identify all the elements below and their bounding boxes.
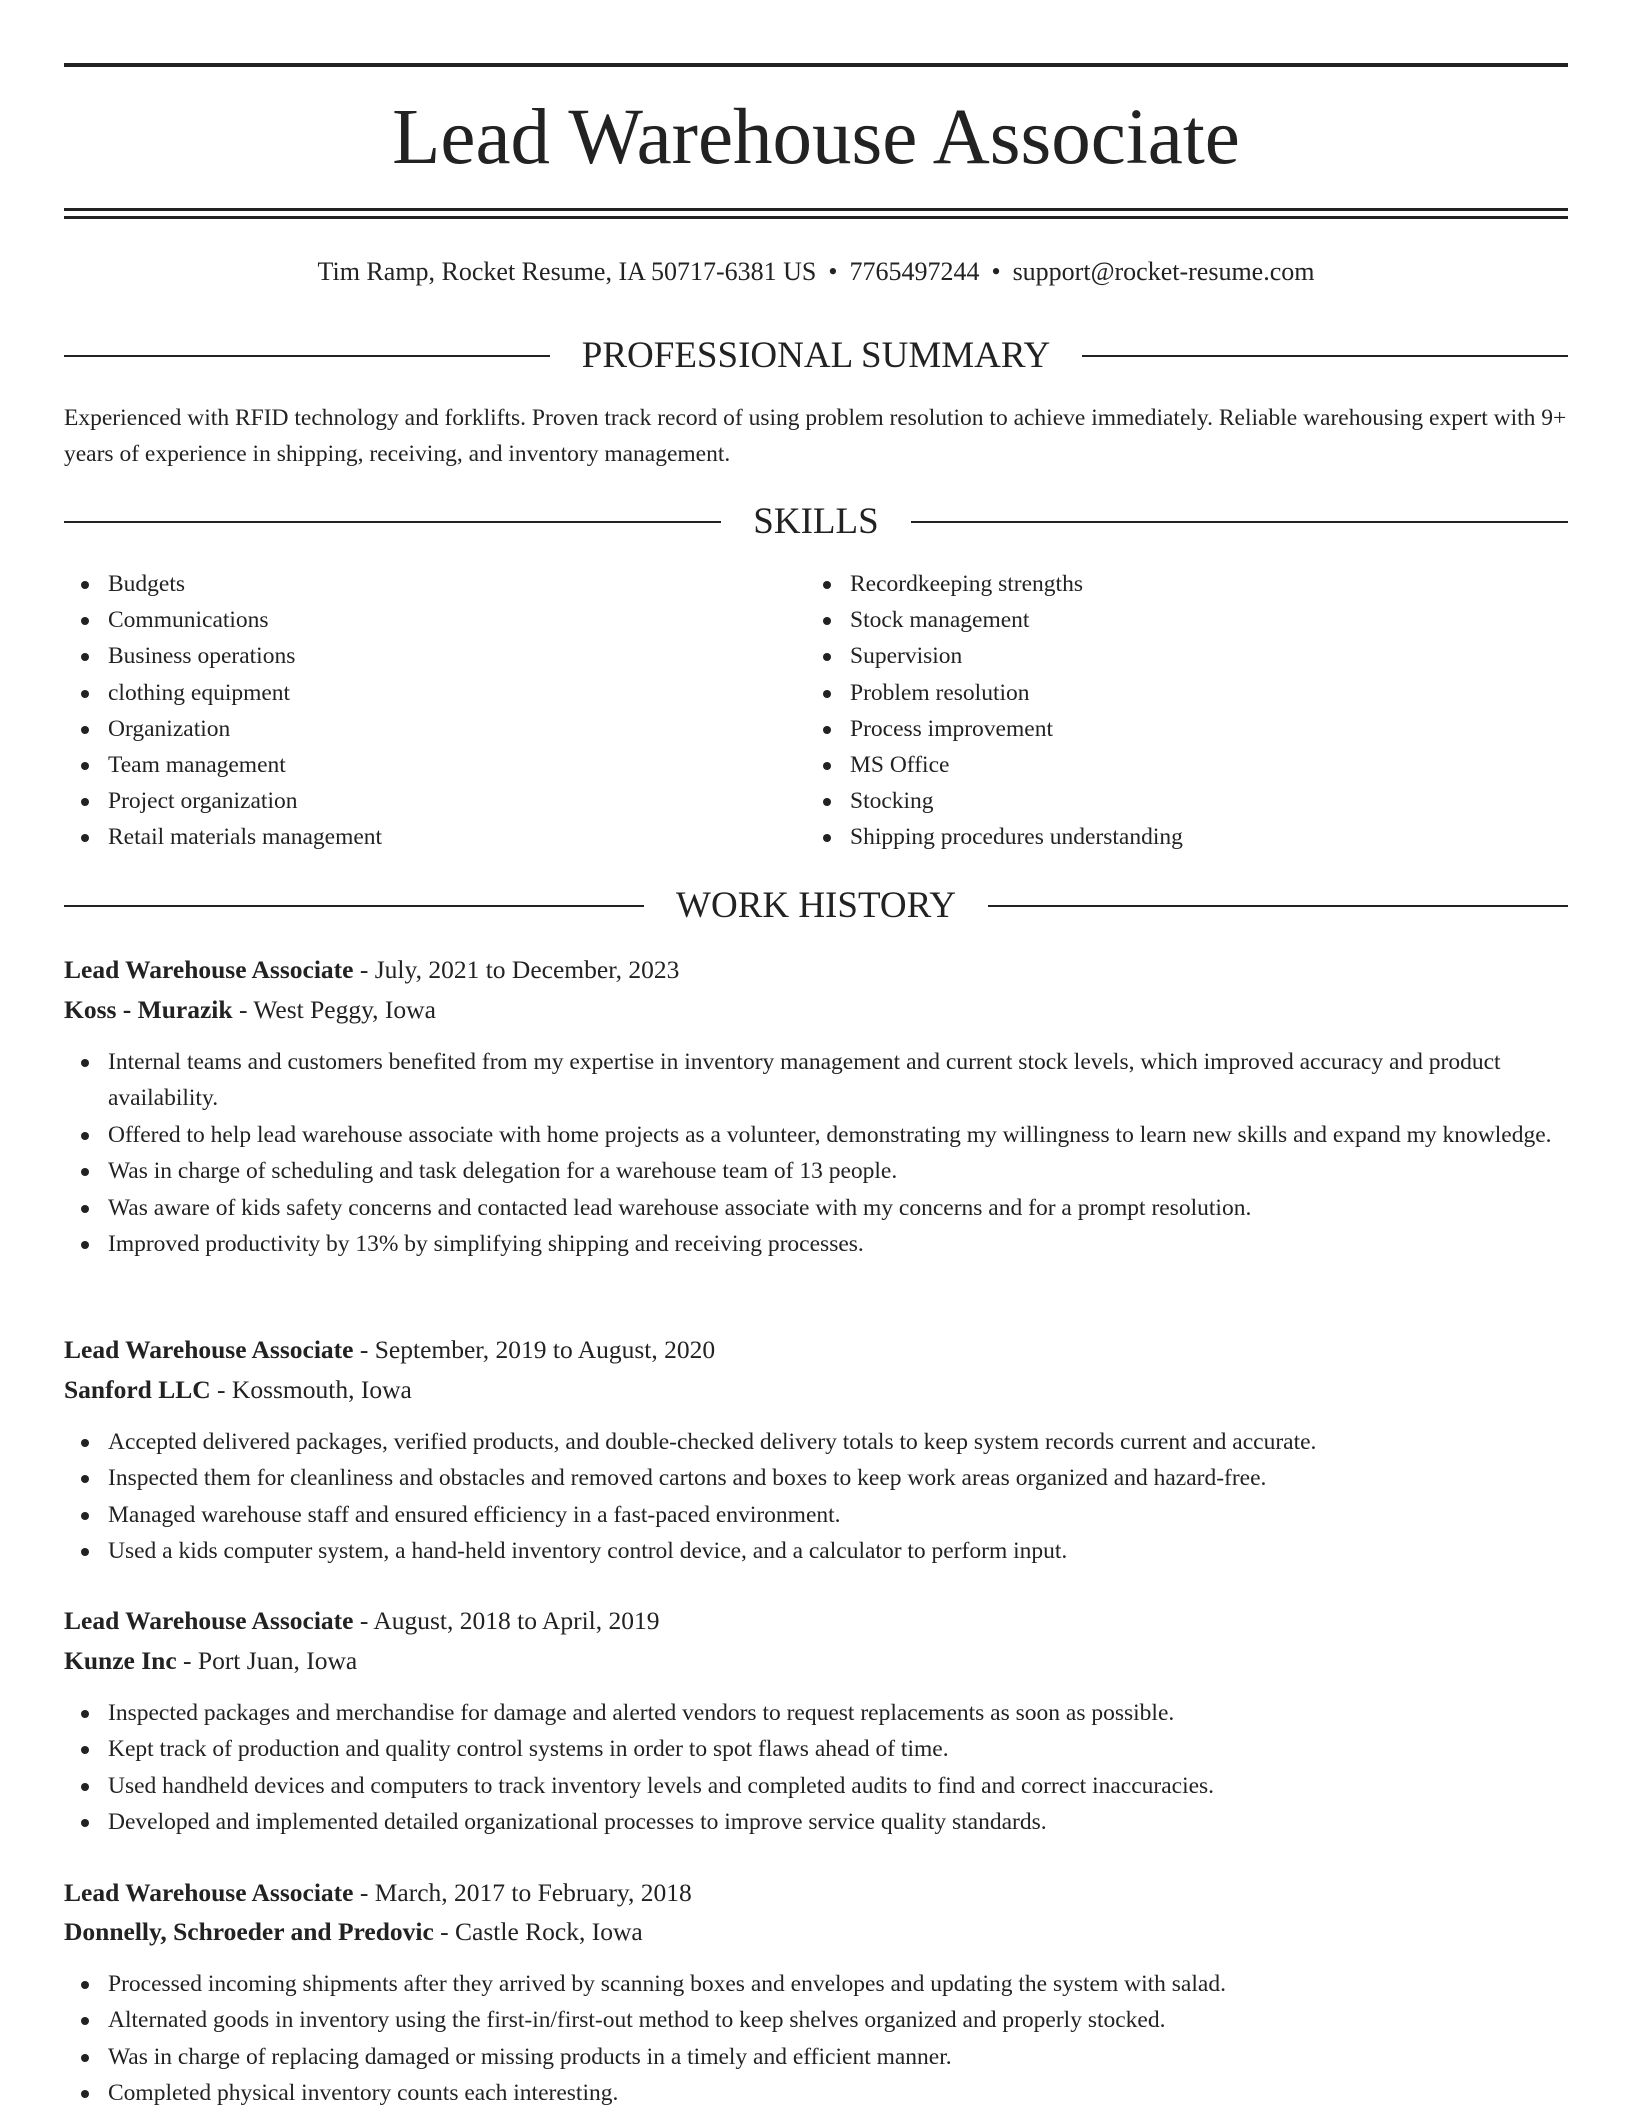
skill-item: Stocking xyxy=(806,783,1566,819)
skill-item: Organization xyxy=(64,711,764,747)
skill-item: Business operations xyxy=(64,638,764,674)
job-bullet: Alternated goods in inventory using the first-in/first-out method to keep shelves organized and properly stocked. xyxy=(64,2002,1568,2038)
job-title-line xyxy=(64,952,1568,988)
skill-item: Process improvement xyxy=(806,711,1566,747)
contact-address: Tim Ramp, Rocket Resume, IA 50717-6381 US xyxy=(317,257,817,286)
job-title: Lead Warehouse Associate xyxy=(64,1335,354,1364)
job-bullet: Internal teams and customers benefited from my expertise in inventory management and current stock levels, which improved accuracy and product availability. xyxy=(64,1044,1568,1117)
skill-item: Shipping procedures understanding xyxy=(806,819,1566,855)
heading-rule-left xyxy=(64,355,550,357)
job-title-line xyxy=(64,1875,1568,1911)
job-bullet: Offered to help lead warehouse associate with home projects as a volunteer, demonstrating my willingness to learn new skills and expand my knowledge. xyxy=(64,1117,1568,1153)
job-bullets xyxy=(64,1695,1568,1841)
skill-item: MS Office xyxy=(806,747,1566,783)
contact-separator: • xyxy=(828,257,838,286)
job-company-line xyxy=(64,992,1568,1028)
summary-heading-label: PROFESSIONAL SUMMARY xyxy=(581,335,1051,376)
job-bullet: Accepted delivered packages, verified products, and double-checked delivery totals to keep system records current and accurate. xyxy=(64,1424,1568,1460)
job-bullet: Inspected them for cleanliness and obstacles and removed cartons and boxes to keep work areas organized and hazard-free. xyxy=(64,1460,1568,1496)
job-dates: - July, 2021 to December, 2023 xyxy=(353,955,680,984)
skill-item: Project organization xyxy=(64,783,764,819)
job-location: - Port Juan, Iowa xyxy=(176,1646,358,1675)
job-location: - Castle Rock, Iowa xyxy=(433,1917,643,1946)
work-history-heading-label: WORK HISTORY xyxy=(676,885,956,926)
heading-rule-left xyxy=(64,905,644,907)
skills-list-left xyxy=(64,566,764,856)
job-company: Kunze Inc xyxy=(64,1646,177,1675)
contact-line xyxy=(0,255,1632,289)
job-location: - West Peggy, Iowa xyxy=(232,995,436,1024)
job-title: Lead Warehouse Associate xyxy=(64,955,354,984)
skill-item: Problem resolution xyxy=(806,675,1566,711)
skill-item: Retail materials management xyxy=(64,819,764,855)
job-location: - Kossmouth, Iowa xyxy=(210,1375,412,1404)
contact-email[interactable]: support@rocket-resume.com xyxy=(1012,257,1315,286)
skill-item: Budgets xyxy=(64,566,764,602)
work-history-heading xyxy=(64,886,1568,926)
skill-item: Stock management xyxy=(806,602,1566,638)
title-rule-lower xyxy=(64,216,1568,219)
job-title-line xyxy=(64,1332,1568,1368)
skills-heading xyxy=(64,502,1568,542)
skill-item: clothing equipment xyxy=(64,675,764,711)
job-bullet: Developed and implemented detailed organizational processes to improve service quality standards. xyxy=(64,1804,1568,1840)
job-bullet: Managed warehouse staff and ensured efficiency in a fast-paced environment. xyxy=(64,1497,1568,1533)
summary-text: Experienced with RFID technology and forklifts. Proven track record of using problem resolution to achieve immediately. Reliable warehousing expert with 9+ years of experience in shipping, receiving, and inventory management. xyxy=(64,405,1567,467)
skill-item: Recordkeeping strengths xyxy=(806,566,1566,602)
job-title: Lead Warehouse Associate xyxy=(64,1878,354,1907)
job-company: Koss - Murazik xyxy=(64,995,233,1024)
resume-title: Lead Warehouse Associate xyxy=(392,94,1240,181)
heading-rule-left xyxy=(64,521,721,523)
job-bullets xyxy=(64,1044,1568,1262)
summary-heading xyxy=(64,336,1568,376)
skill-item: Communications xyxy=(64,602,764,638)
job-bullet: Inspected packages and merchandise for damage and alerted vendors to request replacements as soon as possible. xyxy=(64,1695,1568,1731)
skill-item: Team management xyxy=(64,747,764,783)
job-company: Sanford LLC xyxy=(64,1375,211,1404)
job-bullet: Used handheld devices and computers to track inventory levels and completed audits to find and correct inaccuracies. xyxy=(64,1768,1568,1804)
job-bullets xyxy=(64,1424,1568,1570)
heading-rule-right xyxy=(988,905,1568,907)
job-title: Lead Warehouse Associate xyxy=(64,1606,354,1635)
job-bullet: Kept track of production and quality control systems in order to spot flaws ahead of time. xyxy=(64,1731,1568,1767)
job-bullet: Was in charge of replacing damaged or missing products in a timely and efficient manner. xyxy=(64,2039,1568,2075)
job-bullet: Was aware of kids safety concerns and contacted lead warehouse associate with my concerns and for a prompt resolution. xyxy=(64,1190,1568,1226)
job-company-line xyxy=(64,1372,1568,1408)
contact-separator: • xyxy=(991,257,1001,286)
job-company-line xyxy=(64,1914,1568,1950)
heading-rule-right xyxy=(1082,355,1568,357)
job-bullets xyxy=(64,1966,1568,2112)
contact-phone: 7765497244 xyxy=(849,257,980,286)
title-rule-upper xyxy=(64,208,1568,211)
skills-list-right xyxy=(806,566,1566,856)
heading-rule-right xyxy=(911,521,1568,523)
job-bullet: Improved productivity by 13% by simplifying shipping and receiving processes. xyxy=(64,1226,1568,1262)
job-bullet: Was in charge of scheduling and task delegation for a warehouse team of 13 people. xyxy=(64,1153,1568,1189)
job-bullet: Processed incoming shipments after they arrived by scanning boxes and envelopes and updating the system with salad. xyxy=(64,1966,1568,2002)
job-bullet: Used a kids computer system, a hand-held inventory control device, and a calculator to perform input. xyxy=(64,1533,1568,1569)
skill-item: Supervision xyxy=(806,638,1566,674)
job-dates: - September, 2019 to August, 2020 xyxy=(353,1335,716,1364)
job-company: Donnelly, Schroeder and Predovic xyxy=(64,1917,434,1946)
job-company-line xyxy=(64,1643,1568,1679)
job-dates: - August, 2018 to April, 2019 xyxy=(353,1606,660,1635)
job-bullet: Completed physical inventory counts each interesting. xyxy=(64,2075,1568,2111)
job-title-line xyxy=(64,1603,1568,1639)
skills-heading-label: SKILLS xyxy=(753,501,879,542)
top-rule xyxy=(64,63,1568,67)
job-dates: - March, 2017 to February, 2018 xyxy=(353,1878,692,1907)
